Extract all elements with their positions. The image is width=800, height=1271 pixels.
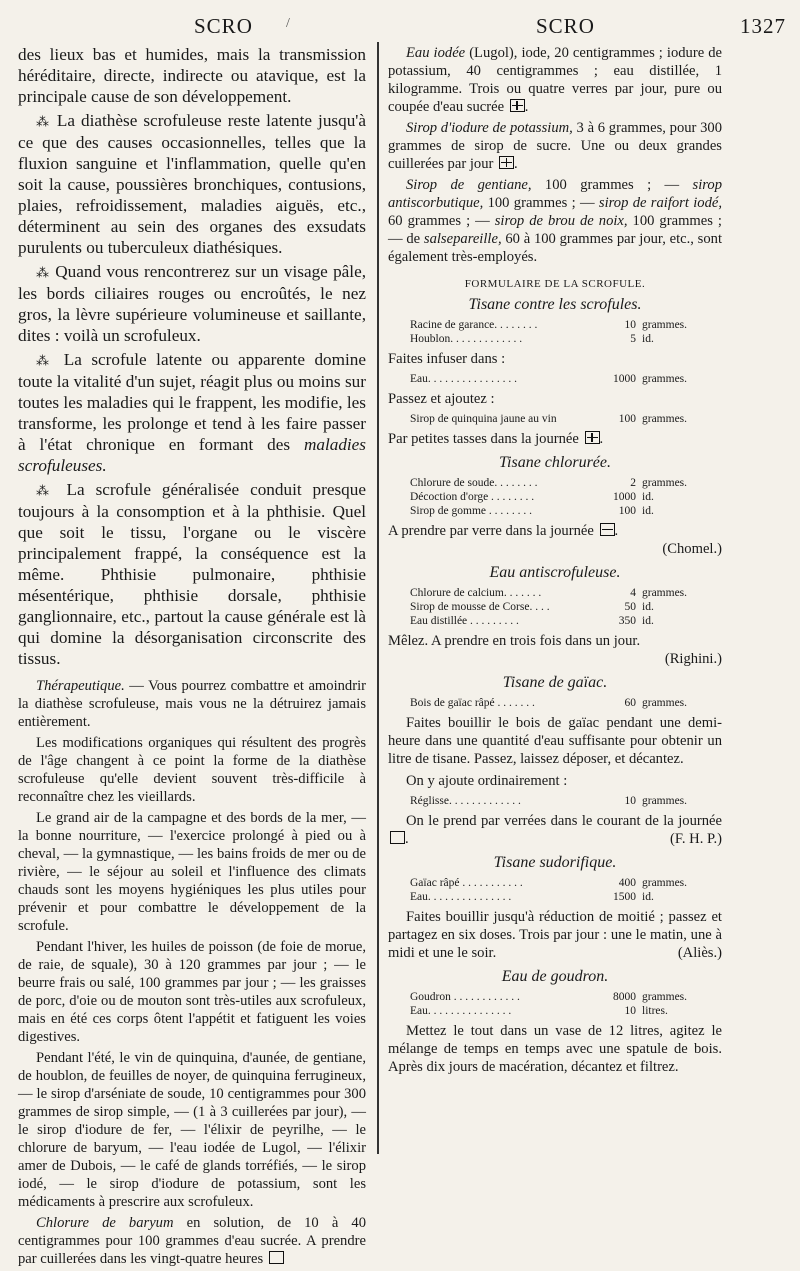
recipe-title: Tisane chlorurée. — [499, 454, 611, 471]
ingredient-list — [410, 794, 710, 808]
ingredient-list — [410, 696, 710, 710]
empty-box-icon — [269, 1251, 284, 1264]
ingredient-row — [410, 490, 710, 504]
ingredient-row — [410, 476, 710, 490]
ingredient-row — [410, 586, 710, 600]
ingredient-quantity: 5 — [630, 333, 636, 345]
ingredient-name: Racine de garance. . . . . . . . — [410, 319, 538, 331]
header-left-title: SCRO — [194, 14, 253, 38]
ingredient-row — [410, 890, 710, 904]
ingredient-unit: grammes. — [642, 587, 688, 599]
ingredient-row — [410, 372, 710, 386]
ingredient-row — [410, 876, 710, 890]
source-attribution: (Righini.) — [664, 651, 722, 667]
paragraph: ⁂ La scrofule latente ou apparente domine toute la vitalité d'un sujet, réagit plus ou moins sur toutes les maladies qui le frappent, les modifie, les transforme, les prolonge et tend à les faire passer à l'état chronique en formant des maladies scrofuleuses. — [18, 350, 367, 475]
instruction: Passez et ajoutez : — [388, 391, 495, 407]
paragraph: Le grand air de la campagne et des bords de la mer, — la bonne nourriture, — l'exercice prolongé à pied ou à cheval, — la gymnastique, — les bains froids de mer ou de rivière, — le séjour au soleil et l'influence des climats chauds sont les moyens hygiéniques les plus utiles pour prévenir et pour combattre le développement de la scrofule. — [18, 810, 366, 934]
instruction: On le prend par verrées dans le courant de la journée . (F. H. P.) — [388, 812, 722, 848]
instruction: A prendre par verre dans la journée . (Chomel.) — [388, 523, 722, 557]
column-divider — [377, 42, 379, 1154]
running-header — [18, 10, 786, 40]
paragraph: Pendant l'été, le vin de quinquina, d'aunée, de gentiane, de houblon, de feuilles de noyer, de quinquina ferrugineux, — le sirop d'arséniate de soude, 10 centigrammes pour 300 grammes de sirop simple, — (1 à 3 cuillerées par jour), — le sirop d'iodure de fer, — l'élixir de peyrilhe, — le chlorure de baryum, — l'eau iodée de Lugol, — l'élixir amer de Dubois, — le café de glands torréfiés, — le sirop iodé, — le sirop d'iodure de potassium, sont les médicaments à prescrire aux scrofuleux. — [18, 1050, 366, 1210]
ingredient-name: Bois de gaïac râpé . . . . . . . — [410, 697, 535, 709]
ingredient-unit: grammes. — [642, 477, 688, 489]
paragraph: Les modifications organiques qui résultent des progrès de l'âge changent à ce point la forme de la diathèse scrofuleuse qu'elle devient souvent très-difficile à reconnaître chez les vieillards. — [18, 735, 366, 805]
ingredient-list — [410, 586, 710, 628]
instruction: Mêlez. A prendre en trois fois dans un jour. (Righini.) — [388, 633, 722, 667]
ingredient-quantity: 10 — [624, 795, 636, 807]
paragraph: Chlorure de baryum en solution, de 10 à 40 centigrammes pour 100 grammes d'eau sucrée. A prendre par cuillerées dans les vingt-quatre heures — [18, 1215, 366, 1267]
ingredient-unit: grammes. — [642, 795, 688, 807]
source-attribution: (F. H. P.) — [670, 831, 722, 847]
ingredient-list — [410, 412, 710, 426]
source-attribution: (Aliès.) — [677, 945, 722, 961]
ingredient-quantity: 1500 — [613, 891, 636, 903]
asterism-icon: ⁂ — [36, 265, 50, 280]
ingredient-name: Sirop de gomme . . . . . . . . — [410, 505, 533, 517]
source-attribution: (Chomel.) — [662, 541, 722, 557]
ingredient-quantity: 60 — [624, 697, 636, 709]
plus-box-icon — [585, 431, 600, 444]
ingredient-unit: grammes. — [642, 991, 688, 1003]
ingredient-quantity: 4 — [630, 587, 636, 599]
ingredient-name: Sirop de quinquina jaune au vin — [410, 413, 557, 425]
ingredient-list — [410, 876, 710, 904]
ingredient-list — [410, 372, 710, 386]
empty-box-icon — [390, 831, 405, 844]
ingredient-quantity: 1000 — [613, 491, 636, 503]
ingredient-row — [410, 614, 710, 628]
page-number: 1327 — [740, 14, 786, 38]
ingredient-quantity: 1000 — [613, 373, 636, 385]
ingredient-name: Eau. . . . . . . . . . . . . . . — [410, 1005, 512, 1017]
recipe-title: Eau antiscrofuleuse. — [489, 564, 621, 581]
instruction: Par petites tasses dans la journée . — [388, 431, 604, 447]
ingredient-unit: grammes. — [642, 413, 688, 425]
ingredient-list — [410, 318, 710, 346]
paragraph: Sirop d'iodure de potassium, 3 à 6 grammes, pour 300 grammes de sirop de sucre. Une ou deux grandes cuillerées par jour . — [388, 120, 723, 172]
paragraph: Pendant l'hiver, les huiles de poisson (de foie de morue, de raie, de squale), 30 à 120 grammes par jour ; — le beurre frais ou salé, 100 grammes par jour ; — les graisses de porc, d'oie ou de mouton sont très-utiles aux scrofuleux, mais en été ces corps ôtent l'appétit et fatiguent les voies digestives. — [18, 939, 366, 1045]
ingredient-name: Houblon. . . . . . . . . . . . . — [410, 333, 523, 345]
ingredient-unit: litres. — [642, 1005, 668, 1017]
ingredient-unit: grammes. — [642, 877, 688, 889]
therapeutique-paragraph: Thérapeutique. — Vous pourrez combattre et amoindrir la diathèse scrofuleuse, mais vous ne la détruirez jamais entièrement. — [18, 678, 366, 730]
recipe-title: Eau de goudron. — [501, 968, 609, 985]
recipe-title: Tisane de gaïac. — [502, 674, 608, 691]
formulaire-title: FORMULAIRE DE LA SCROFULE. — [464, 278, 646, 290]
ingredient-unit: id. — [642, 615, 654, 627]
ingredient-row — [410, 504, 710, 518]
instruction: On y ajoute ordinairement : — [406, 773, 568, 789]
ingredient-list — [410, 990, 710, 1018]
ingredient-name: Gaïac râpé . . . . . . . . . . . — [410, 877, 523, 889]
left-column — [18, 44, 366, 1271]
ingredient-quantity: 10 — [624, 319, 636, 331]
ingredient-row — [410, 332, 710, 346]
ingredient-unit: id. — [642, 491, 654, 503]
ingredient-quantity: 100 — [618, 413, 636, 425]
paragraph: des lieux bas et humides, mais la transmission héréditaire, directe, indirecte ou atavique, est la principale cause de son développement. — [18, 45, 366, 106]
ingredient-quantity: 2 — [630, 477, 636, 489]
ingredient-name: Chlorure de calcium. . . . . . . — [410, 587, 542, 599]
ingredient-quantity: 100 — [618, 505, 636, 517]
ingredient-name: Décoction d'orge . . . . . . . . — [410, 491, 535, 503]
paragraph: ⁂ Quand vous rencontrerez sur un visage pâle, les bords ciliaires rouges ou encroûtés, le nez gros, la lèvre supérieure volumineuse et saillante, dites : voilà un scrofuleux. — [18, 262, 366, 345]
ingredient-row — [410, 794, 710, 808]
paragraph: Sirop de gentiane, 100 grammes ; — sirop antiscorbutique, 100 grammes ; — sirop de raifort iodé, 60 grammes ; — sirop de brou de noix, 100 grammes ; — de salsepareille, 60 à 100 grammes par jour, etc., sont également très-employés. — [388, 177, 723, 265]
ingredient-name: Réglisse. . . . . . . . . . . . . — [410, 795, 521, 807]
ingredient-name: Eau distillée . . . . . . . . . — [410, 615, 519, 627]
ingredient-quantity: 8000 — [613, 991, 636, 1003]
ingredient-row — [410, 1004, 710, 1018]
recipe-title: Tisane sudorifique. — [493, 854, 617, 871]
ingredient-name: Eau. . . . . . . . . . . . . . . . — [410, 373, 518, 385]
plus-box-icon — [510, 99, 525, 112]
ingredient-unit: grammes. — [642, 697, 688, 709]
paragraph: ⁂ La diathèse scrofuleuse reste latente jusqu'à ce que des causes occasionnelles, telles que la fluxion sanguine et l'inflammation, quelle qu'en soit la cause, poussières bronchiques, contusions, plaies, refroidissement, maladies aiguës, etc., déterminent au sein des organes des exsudats purulents ou tuberculeux diathésiques. — [18, 111, 367, 257]
right-column — [388, 44, 722, 1080]
asterism-icon: ⁂ — [36, 483, 56, 498]
paragraph: ⁂ La scrofule généralisée conduit presque toujours à la consomption et à la phthisie. Quel que soit le tissu, l'organe ou le viscère principalement frappé, la conséquence est la même. Phthisie pulmonaire, phthisie mésentérique, phthisie dorsale, phthisie ganglionnaire, etc., partout la cause générale est là qui domine la désorganisation circonscrite des tissus. — [18, 480, 366, 668]
ingredient-quantity: 10 — [624, 1005, 636, 1017]
ingredient-name: Goudron . . . . . . . . . . . . — [410, 991, 520, 1003]
plus-box-icon — [499, 156, 514, 169]
header-mark: / — [286, 16, 291, 31]
ingredient-unit: id. — [642, 601, 654, 613]
instruction: Faites infuser dans : — [388, 351, 506, 367]
ingredient-name: Eau. . . . . . . . . . . . . . . — [410, 891, 512, 903]
ingredient-unit: grammes. — [642, 319, 688, 331]
instruction: Mettez le tout dans un vase de 12 litres, agitez le mélange de temps en temps avec une spatule de bois. Après dix jours de macération, décantez et filtrez. — [388, 1023, 722, 1075]
ingredient-unit: id. — [642, 505, 654, 517]
ingredient-name: Chlorure de soude. . . . . . . . — [410, 477, 538, 489]
instruction: Faites bouillir jusqu'à réduction de moitié ; passez et partagez en six doses. Trois par jour : une le matin, une à midi et une le soir. (Aliès.) — [388, 909, 722, 961]
ingredient-row — [410, 600, 710, 614]
ingredient-quantity: 350 — [618, 615, 636, 627]
header-right-title: SCRO — [536, 14, 595, 38]
ingredient-row — [410, 318, 710, 332]
ingredient-unit: grammes. — [642, 373, 688, 385]
ingredient-unit: id. — [642, 891, 654, 903]
ingredient-list — [410, 476, 710, 518]
ingredient-name: Sirop de mousse de Corse. . . . — [410, 601, 550, 613]
ingredient-quantity: 400 — [618, 877, 636, 889]
asterism-icon: ⁂ — [36, 353, 55, 368]
ingredient-row — [410, 990, 710, 1004]
ingredient-unit: id. — [642, 333, 654, 345]
ingredient-quantity: 50 — [624, 601, 636, 613]
instruction: Faites bouillir le bois de gaïac pendant une demi-heure dans une quantité d'eau suffisante pour obtenir un litre de tisane. Passez, laissez déposer, et décantez. — [388, 715, 722, 767]
asterism-icon: ⁂ — [36, 114, 51, 129]
ingredient-row — [410, 696, 710, 710]
paragraph: Eau iodée (Lugol), iode, 20 centigrammes ; iodure de potassium, 40 centigrammes ; eau distillée, 1 kilogramme. Trois ou quatre verres par jour, pure ou coupée d'eau sucrée . — [388, 45, 722, 115]
minus-box-icon — [600, 523, 615, 536]
ingredient-row — [410, 412, 710, 426]
recipe-title: Tisane contre les scrofules. — [468, 296, 642, 313]
